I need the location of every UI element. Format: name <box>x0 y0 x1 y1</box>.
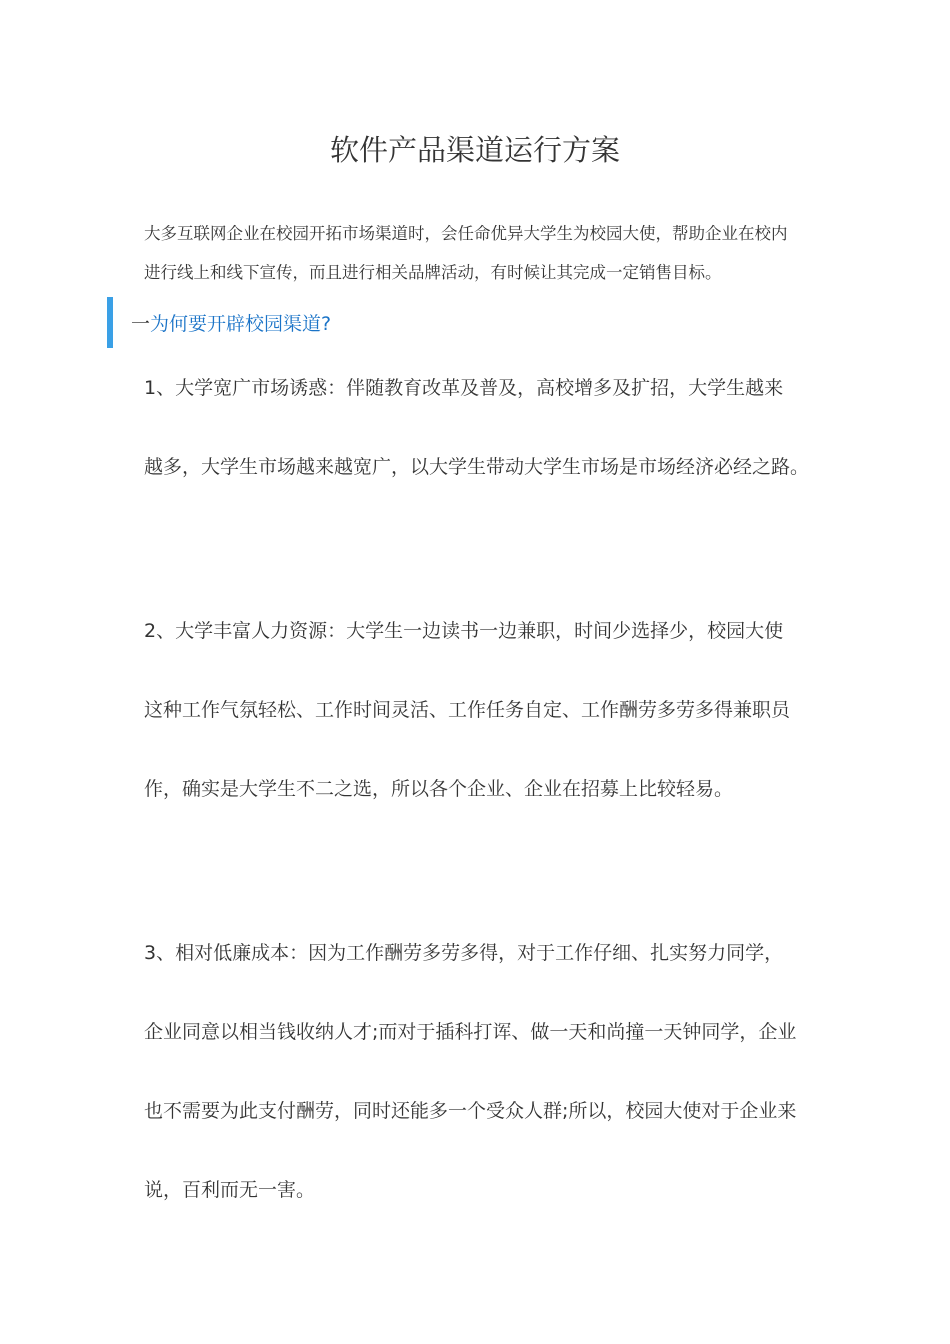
intro-line: 大多互联网企业在校园开拓市场渠道时，会任命优异大学生为校园大使，帮助企业在校内 <box>144 224 788 243</box>
section-heading-number: 一 <box>131 313 151 335</box>
paragraph-line: 企业同意以相当钱收纳人才;而对于插科打诨、做一天和尚撞一天钟同学，企业 <box>144 1021 797 1043</box>
section-accent-bar <box>107 297 113 348</box>
paragraph-line: 这种工作气氛轻松、工作时间灵活、工作任务自定、工作酬劳多劳多得兼职员 <box>144 699 791 721</box>
section-heading-text: 为何要开辟校园渠道? <box>150 313 332 335</box>
intro-line: 进行线上和线下宣传，而且进行相关品牌活动，有时候让其完成一定销售目标。 <box>144 263 722 282</box>
paragraph-line: 3、相对低廉成本：因为工作酬劳多劳多得，对于工作仔细、扎实努力同学， <box>144 942 784 964</box>
paragraph-line: 1、大学宽广市场诱惑：伴随教育改革及普及，高校增多及扩招，大学生越来 <box>144 377 784 399</box>
paragraph-line: 说，百利而无一害。 <box>144 1179 316 1201</box>
paragraph-line: 作，确实是大学生不二之选，所以各个企业、企业在招募上比较轻易。 <box>144 778 734 800</box>
section-heading <box>131 310 331 338</box>
document-title: 软件产品渠道运行方案 <box>329 133 620 167</box>
paragraph-line: 越多，大学生市场越来越宽广，以大学生带动大学生市场是市场经济必经之路。 <box>144 456 810 478</box>
paragraph-line: 2、大学丰富人力资源：大学生一边读书一边兼职，时间少选择少，校园大使 <box>144 620 784 642</box>
paragraph-line: 也不需要为此支付酬劳，同时还能多一个受众人群;所以，校园大使对于企业来 <box>144 1100 797 1122</box>
